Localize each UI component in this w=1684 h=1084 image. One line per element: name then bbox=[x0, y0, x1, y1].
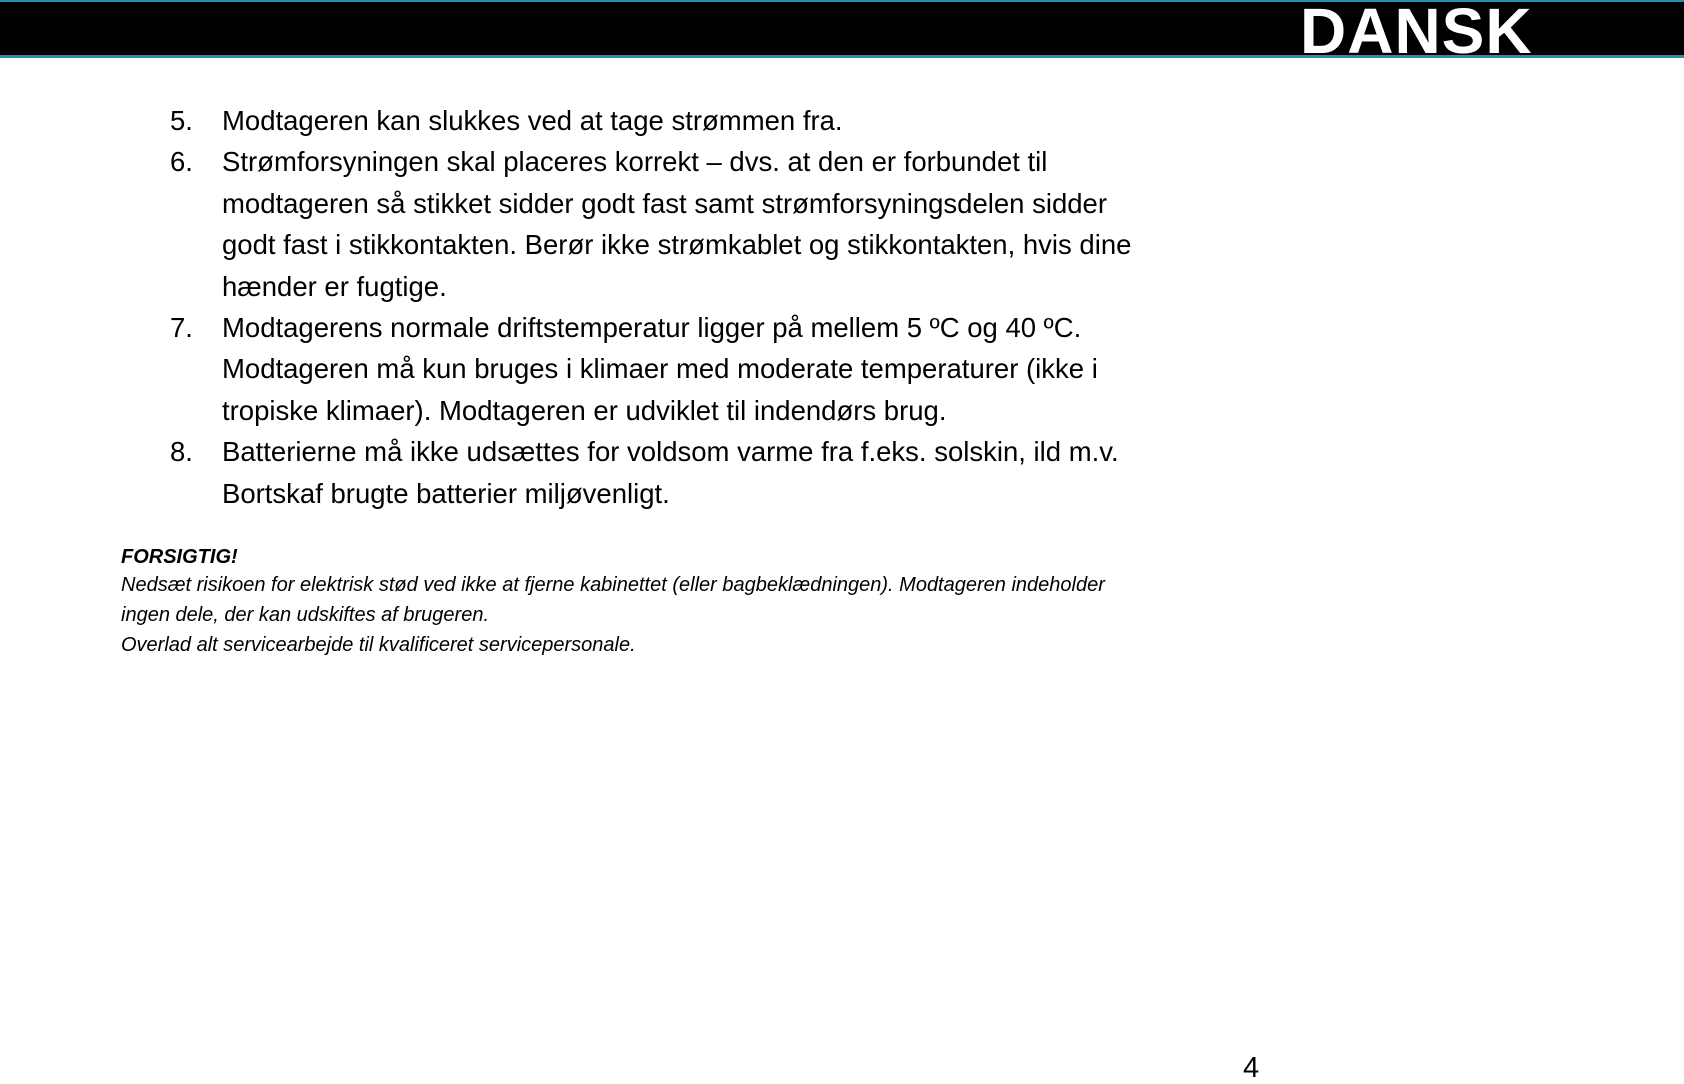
caution-title: FORSIGTIG! bbox=[121, 546, 238, 568]
instructions-list bbox=[170, 100, 1290, 514]
list-item bbox=[170, 141, 1290, 307]
list-item bbox=[170, 307, 1290, 431]
list-item bbox=[170, 431, 1290, 514]
list-item-text: Modtagerens normale driftstemperatur ligger på mellem 5 ºC og 40 ºC. Modtageren må kun bruges i klimaer med moderate temperaturer (ikke i tropiske klimaer). Modtageren er udviklet til indendørs brug. bbox=[222, 312, 1098, 426]
caution-line: ingen dele, der kan udskiftes af brugeren. bbox=[121, 604, 490, 626]
list-item-text: Batterierne må ikke udsættes for voldsom varme fra f.eks. solskin, ild m.v. Bortskaf brugte batterier miljøvenligt. bbox=[222, 436, 1119, 509]
list-item-number: 8. bbox=[170, 436, 193, 468]
language-title: DANSK bbox=[1300, 0, 1533, 67]
list-item-number: 6. bbox=[170, 146, 193, 178]
list-item bbox=[170, 100, 1290, 141]
list-item-text: Modtageren kan slukkes ved at tage strømmen fra. bbox=[222, 105, 843, 136]
page-number: 4 bbox=[1243, 1052, 1260, 1084]
caution-notice bbox=[121, 544, 1341, 660]
caution-line: Nedsæt risikoen for elektrisk stød ved ikke at fjerne kabinettet (eller bagbeklædningen). Modtageren indeholder bbox=[121, 574, 1105, 596]
list-item-number: 7. bbox=[170, 312, 193, 344]
caution-line: Overlad alt servicearbejde til kvalificeret servicepersonale. bbox=[121, 634, 636, 656]
list-item-number: 5. bbox=[170, 105, 193, 136]
header-bar bbox=[0, 0, 1684, 67]
list-item-text: Strømforsyningen skal placeres korrekt – dvs. at den er forbundet til modtageren så stikket sidder godt fast samt strømforsyningsdelen sidder godt fast i stikkontakten. Berør ikke strømkablet og stikkontakten, hvis dine hænder er fugtige. bbox=[222, 146, 1132, 302]
